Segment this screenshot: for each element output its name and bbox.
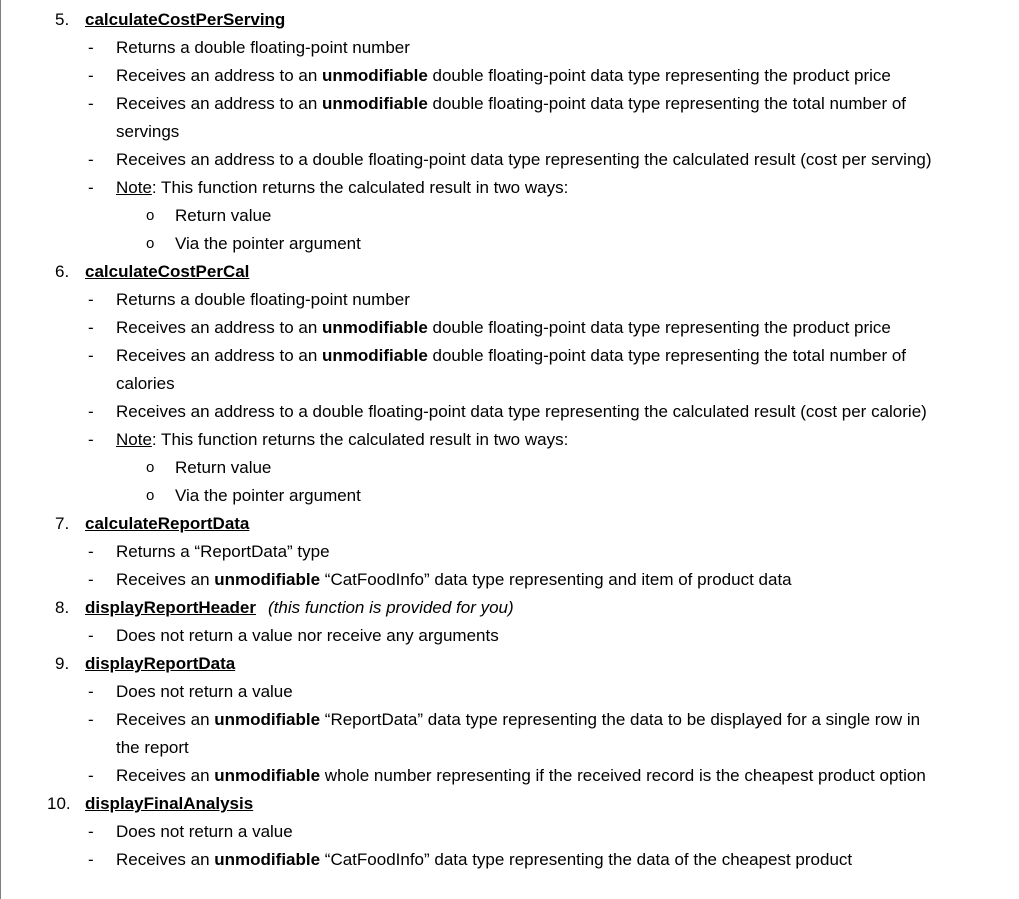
note-label: Note xyxy=(116,178,152,197)
item-number: 7. xyxy=(55,514,70,533)
function-name: displayReportHeader xyxy=(85,598,256,617)
bullet-text: servings xyxy=(116,122,180,141)
list-item-5-heading xyxy=(0,6,1019,34)
list-item-6-heading xyxy=(0,258,1019,286)
bullet-continuation-line xyxy=(0,370,1019,398)
dash-marker: - xyxy=(88,710,94,729)
clipped-previous-line xyxy=(120,0,330,2)
bullet-line xyxy=(0,566,1019,594)
bullet-text: Note: This function returns the calculated result in two ways: xyxy=(116,430,569,449)
bullet-text: Receives an unmodifiable “ReportData” data type representing the data to be displayed for a single row in xyxy=(116,710,921,729)
bullet-text: Receives an address to an unmodifiable double floating-point data type representing the product price xyxy=(116,318,891,337)
circle-marker: o xyxy=(146,235,155,252)
dash-marker: - xyxy=(88,850,94,869)
bullet-text: Does not return a value nor receive any arguments xyxy=(116,626,499,645)
dash-marker: - xyxy=(88,178,94,197)
function-name: calculateCostPerCal xyxy=(85,262,250,281)
bullet-text: Receives an address to an unmodifiable double floating-point data type representing the total number of xyxy=(116,346,907,365)
bullet-text: Returns a double floating-point number xyxy=(116,290,410,309)
bullet-text: the report xyxy=(116,738,189,757)
circle-marker: o xyxy=(146,487,155,504)
function-name: displayFinalAnalysis xyxy=(85,794,254,813)
bullet-line xyxy=(0,286,1019,314)
bullet-line xyxy=(0,146,1019,174)
bullet-line xyxy=(0,398,1019,426)
note-label: Note xyxy=(116,430,152,449)
sub-bullet-line xyxy=(0,482,1019,510)
dash-marker: - xyxy=(88,402,94,421)
bullet-text: Does not return a value xyxy=(116,822,293,841)
sub-bullet-line xyxy=(0,230,1019,258)
bullet-line xyxy=(0,622,1019,650)
bullet-text: calories xyxy=(116,374,175,393)
dash-marker: - xyxy=(88,66,94,85)
list-item-10-heading xyxy=(0,790,1019,818)
bullet-line xyxy=(0,706,1019,734)
list-item-8-heading xyxy=(0,594,1019,622)
emphasis-text: unmodifiable xyxy=(322,318,428,337)
bullet-text: Receives an address to an unmodifiable double floating-point data type representing the total number of xyxy=(116,94,907,113)
bullet-text: Receives an address to an unmodifiable double floating-point data type representing the product price xyxy=(116,66,891,85)
dash-marker: - xyxy=(88,290,94,309)
bullet-line xyxy=(0,426,1019,454)
dash-marker: - xyxy=(88,626,94,645)
list-item-7-heading xyxy=(0,510,1019,538)
bullet-line xyxy=(0,538,1019,566)
bullet-line xyxy=(0,90,1019,118)
function-name: calculateCostPerServing xyxy=(85,10,286,29)
bullet-line xyxy=(0,62,1019,90)
list-item-9-heading xyxy=(0,650,1019,678)
dash-marker: - xyxy=(88,570,94,589)
item-number: 9. xyxy=(55,654,70,673)
bullet-line xyxy=(0,342,1019,370)
bullet-line xyxy=(0,762,1019,790)
dash-marker: - xyxy=(88,430,94,449)
dash-marker: - xyxy=(88,318,94,337)
emphasis-text: unmodifiable xyxy=(214,710,321,729)
item-number: 6. xyxy=(55,262,70,281)
sub-bullet-line xyxy=(0,454,1019,482)
dash-marker: - xyxy=(88,150,94,169)
bullet-line xyxy=(0,818,1019,846)
bullet-text: Does not return a value xyxy=(116,682,293,701)
sub-bullet-line xyxy=(0,202,1019,230)
emphasis-text: unmodifiable xyxy=(322,94,428,113)
circle-marker: o xyxy=(146,207,155,224)
circle-marker: o xyxy=(146,459,155,476)
sub-bullet-text: Return value xyxy=(175,206,272,225)
bullet-text: Receives an address to a double floating-point data type representing the calculated result (cost per serving) xyxy=(116,150,932,169)
bullet-line xyxy=(0,314,1019,342)
emphasis-text: unmodifiable xyxy=(322,66,428,85)
emphasis-text: unmodifiable xyxy=(214,850,321,869)
emphasis-text: unmodifiable xyxy=(322,346,428,365)
bullet-line xyxy=(0,678,1019,706)
function-name: displayReportData xyxy=(85,654,236,673)
dash-marker: - xyxy=(88,94,94,113)
sub-bullet-text: Return value xyxy=(175,458,272,477)
bullet-text: Returns a “ReportData” type xyxy=(116,542,330,561)
item-number: 5. xyxy=(55,10,70,29)
bullet-line xyxy=(0,174,1019,202)
emphasis-text: unmodifiable xyxy=(214,766,321,785)
function-name: calculateReportData xyxy=(85,514,250,533)
emphasis-text: unmodifiable xyxy=(214,570,321,589)
bullet-continuation-line xyxy=(0,118,1019,146)
item-number: 10. xyxy=(47,794,71,813)
bullet-text: Receives an unmodifiable whole number representing if the received record is the cheapest product option xyxy=(116,766,926,785)
bullet-text: Note: This function returns the calculated result in two ways: xyxy=(116,178,569,197)
sub-bullet-text: Via the pointer argument xyxy=(175,486,361,505)
bullet-line xyxy=(0,34,1019,62)
bullet-text: Receives an unmodifiable “CatFoodInfo” data type representing and item of product data xyxy=(116,570,792,589)
bullet-text: Receives an address to a double floating-point data type representing the calculated result (cost per calorie) xyxy=(116,402,927,421)
dash-marker: - xyxy=(88,682,94,701)
dash-marker: - xyxy=(88,346,94,365)
dash-marker: - xyxy=(88,766,94,785)
dash-marker: - xyxy=(88,38,94,57)
dash-marker: - xyxy=(88,822,94,841)
bullet-text: Receives an unmodifiable “CatFoodInfo” data type representing the data of the cheapest product xyxy=(116,850,853,869)
bullet-line xyxy=(0,846,1019,874)
dash-marker: - xyxy=(88,542,94,561)
sub-bullet-text: Via the pointer argument xyxy=(175,234,361,253)
function-note: (this function is provided for you) xyxy=(268,598,514,617)
bullet-text: Returns a double floating-point number xyxy=(116,38,410,57)
bullet-continuation-line xyxy=(0,734,1019,762)
item-number: 8. xyxy=(55,598,70,617)
